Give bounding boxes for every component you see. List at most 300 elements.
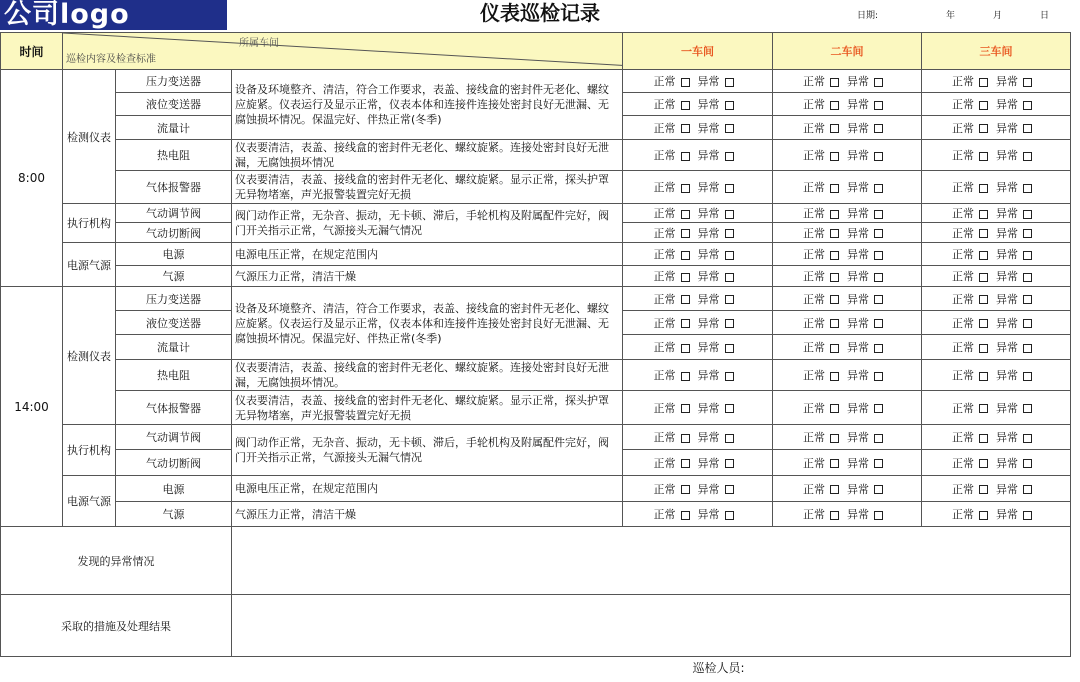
abnormal-found-label: 发现的异常情况 [1, 527, 232, 595]
normal-checkbox[interactable] [681, 372, 690, 381]
status-abnormal-label: 异常 [996, 456, 1019, 470]
status-abnormal-label: 异常 [847, 121, 870, 135]
status-cell [922, 425, 1071, 450]
abnormal-checkbox[interactable] [1023, 152, 1032, 161]
abnormal-checkbox[interactable] [874, 152, 883, 161]
status-abnormal-label: 异常 [847, 207, 870, 220]
status-normal-label: 正常 [653, 149, 676, 162]
status-cell [623, 425, 773, 450]
diagonal-header-cell [63, 33, 623, 70]
abnormal-checkbox[interactable] [725, 344, 734, 353]
normal-checkbox[interactable] [830, 372, 839, 381]
status-abnormal-label: 异常 [847, 75, 870, 88]
status-abnormal-label: 异常 [996, 181, 1019, 194]
table-row [1, 287, 1071, 311]
time-cell: 14:00 [1, 287, 63, 527]
abnormal-checkbox[interactable] [1023, 344, 1032, 353]
normal-checkbox[interactable] [681, 124, 690, 133]
abnormal-checkbox[interactable] [725, 152, 734, 161]
table-row [1, 204, 1071, 223]
status-normal-label: 正常 [653, 508, 676, 521]
status-abnormal-label: 异常 [697, 482, 720, 496]
status-normal-label: 正常 [952, 292, 975, 306]
normal-checkbox[interactable] [830, 273, 839, 282]
status-normal-label: 正常 [803, 248, 826, 261]
status-cell [922, 140, 1071, 171]
status-abnormal-label: 异常 [847, 482, 870, 496]
abnormal-checkbox[interactable] [1023, 404, 1032, 413]
status-abnormal-label: 异常 [996, 431, 1019, 444]
normal-checkbox[interactable] [830, 210, 839, 219]
status-normal-label: 正常 [653, 181, 676, 194]
abnormal-checkbox[interactable] [725, 319, 734, 328]
company-logo: 公司logo [0, 0, 227, 30]
status-abnormal-label: 异常 [847, 248, 870, 261]
abnormal-checkbox[interactable] [874, 251, 883, 260]
status-normal-label: 正常 [803, 226, 826, 240]
normal-checkbox[interactable] [979, 101, 988, 110]
abnormal-checkbox[interactable] [874, 404, 883, 413]
item-name: 流量计 [116, 335, 232, 360]
status-cell [773, 171, 922, 204]
status-abnormal-label: 异常 [996, 482, 1019, 496]
status-normal-label: 正常 [803, 75, 826, 88]
status-normal-label: 正常 [803, 508, 826, 521]
status-normal-label: 正常 [952, 341, 975, 354]
status-cell [922, 116, 1071, 140]
status-cell [623, 116, 773, 140]
status-cell [922, 335, 1071, 360]
normal-checkbox[interactable] [681, 434, 690, 443]
item-name: 气源 [116, 266, 232, 287]
status-cell [773, 335, 922, 360]
status-normal-label: 正常 [653, 270, 676, 283]
status-abnormal-label: 异常 [996, 270, 1019, 283]
status-abnormal-label: 异常 [996, 98, 1019, 111]
status-abnormal-label: 异常 [996, 226, 1019, 240]
table-row [1, 243, 1071, 266]
normal-checkbox[interactable] [681, 404, 690, 413]
abnormal-checkbox[interactable] [725, 184, 734, 193]
status-abnormal-label: 异常 [847, 431, 870, 444]
status-abnormal-label: 异常 [697, 369, 720, 382]
status-abnormal-label: 异常 [847, 369, 870, 382]
normal-checkbox[interactable] [979, 251, 988, 260]
normal-checkbox[interactable] [979, 485, 988, 494]
status-abnormal-label: 异常 [697, 121, 720, 135]
abnormal-checkbox[interactable] [874, 124, 883, 133]
item-name: 液位变送器 [116, 93, 232, 116]
normal-checkbox[interactable] [681, 273, 690, 282]
status-normal-label: 正常 [952, 181, 975, 194]
status-cell [623, 171, 773, 204]
status-cell [623, 140, 773, 171]
table-row [1, 70, 1071, 93]
status-abnormal-label: 异常 [697, 401, 720, 415]
check-standard: 电源电压正常，在规定范围内 [232, 476, 623, 502]
abnormal-checkbox[interactable] [725, 459, 734, 468]
status-cell [773, 243, 922, 266]
status-cell [773, 502, 922, 527]
normal-checkbox[interactable] [979, 459, 988, 468]
status-normal-label: 正常 [653, 207, 676, 220]
abnormal-checkbox[interactable] [1023, 485, 1032, 494]
normal-checkbox[interactable] [830, 344, 839, 353]
status-abnormal-label: 异常 [697, 207, 720, 220]
status-normal-label: 正常 [653, 98, 676, 111]
status-normal-label: 正常 [803, 431, 826, 444]
status-cell [922, 476, 1071, 502]
normal-checkbox[interactable] [681, 344, 690, 353]
status-normal-label: 正常 [803, 456, 826, 470]
table-row [1, 391, 1071, 425]
status-abnormal-label: 异常 [847, 316, 870, 330]
abnormal-checkbox[interactable] [725, 78, 734, 87]
normal-checkbox[interactable] [681, 295, 690, 304]
status-cell [773, 476, 922, 502]
status-cell [773, 140, 922, 171]
status-cell [922, 204, 1071, 223]
normal-checkbox[interactable] [681, 459, 690, 468]
check-standard: 仪表要清洁，表盖、接线盒的密封件无老化、螺纹旋紧。连接处密封良好无泄漏，无腐蚀损坏情况。 [232, 360, 623, 391]
status-cell [922, 93, 1071, 116]
abnormal-checkbox[interactable] [725, 251, 734, 260]
category-cell: 电源气源 [63, 476, 116, 527]
status-cell [922, 360, 1071, 391]
abnormal-checkbox[interactable] [1023, 273, 1032, 282]
status-abnormal-label: 异常 [996, 121, 1019, 135]
status-normal-label: 正常 [653, 226, 676, 240]
abnormal-checkbox[interactable] [725, 372, 734, 381]
status-cell [623, 70, 773, 93]
normal-checkbox[interactable] [681, 229, 690, 238]
status-cell [773, 204, 922, 223]
normal-checkbox[interactable] [979, 152, 988, 161]
date-year-label: 年 [946, 11, 956, 21]
normal-checkbox[interactable] [979, 229, 988, 238]
abnormal-checkbox[interactable] [874, 210, 883, 219]
status-abnormal-label: 异常 [996, 341, 1019, 354]
status-abnormal-label: 异常 [697, 149, 720, 162]
abnormal-checkbox[interactable] [1023, 229, 1032, 238]
abnormal-checkbox[interactable] [874, 78, 883, 87]
normal-checkbox[interactable] [979, 511, 988, 520]
status-abnormal-label: 异常 [697, 341, 720, 354]
table-row [1, 502, 1071, 527]
normal-checkbox[interactable] [830, 319, 839, 328]
item-name: 气体报警器 [116, 171, 232, 204]
measures-row [1, 595, 1071, 657]
abnormal-checkbox[interactable] [725, 434, 734, 443]
status-abnormal-label: 异常 [847, 456, 870, 470]
item-name: 气源 [116, 502, 232, 527]
status-cell [623, 335, 773, 360]
status-abnormal-label: 异常 [847, 292, 870, 306]
normal-checkbox[interactable] [681, 184, 690, 193]
time-cell: 8:00 [1, 70, 63, 287]
status-cell [773, 311, 922, 335]
status-abnormal-label: 异常 [697, 292, 720, 306]
normal-checkbox[interactable] [979, 273, 988, 282]
date-day-label: 日 [1040, 11, 1050, 21]
abnormal-checkbox[interactable] [725, 124, 734, 133]
abnormal-checkbox[interactable] [725, 511, 734, 520]
abnormal-checkbox[interactable] [1023, 101, 1032, 110]
status-abnormal-label: 异常 [996, 401, 1019, 415]
date-month-label: 月 [993, 11, 1003, 21]
status-normal-label: 正常 [803, 316, 826, 330]
status-normal-label: 正常 [653, 248, 676, 261]
normal-checkbox[interactable] [830, 485, 839, 494]
workshop-3-header: 三车间 [922, 33, 1071, 70]
status-cell [773, 425, 922, 450]
status-abnormal-label: 异常 [996, 508, 1019, 521]
normal-checkbox[interactable] [979, 184, 988, 193]
item-name: 热电阻 [116, 360, 232, 391]
abnormal-checkbox[interactable] [1023, 319, 1032, 328]
abnormal-checkbox[interactable] [874, 319, 883, 328]
status-cell [623, 391, 773, 425]
measures-input[interactable] [232, 595, 1071, 657]
normal-checkbox[interactable] [979, 344, 988, 353]
normal-checkbox[interactable] [681, 319, 690, 328]
status-cell [623, 287, 773, 311]
status-cell [922, 450, 1071, 476]
normal-checkbox[interactable] [681, 485, 690, 494]
status-normal-label: 正常 [803, 341, 826, 354]
normal-checkbox[interactable] [979, 434, 988, 443]
status-abnormal-label: 异常 [996, 369, 1019, 382]
abnormal-checkbox[interactable] [725, 404, 734, 413]
status-abnormal-label: 异常 [697, 508, 720, 521]
measures-label: 采取的措施及处理结果 [1, 595, 232, 657]
abnormal-found-input[interactable] [232, 527, 1071, 595]
abnormal-checkbox[interactable] [874, 485, 883, 494]
normal-checkbox[interactable] [979, 78, 988, 87]
status-abnormal-label: 异常 [996, 248, 1019, 261]
normal-checkbox[interactable] [830, 124, 839, 133]
status-abnormal-label: 异常 [996, 149, 1019, 162]
status-normal-label: 正常 [653, 121, 676, 135]
category-cell: 检测仪表 [63, 70, 116, 204]
item-name: 热电阻 [116, 140, 232, 171]
status-cell [623, 360, 773, 391]
status-cell [773, 450, 922, 476]
normal-checkbox[interactable] [979, 124, 988, 133]
signature-row [1, 657, 1071, 679]
status-normal-label: 正常 [653, 292, 676, 306]
normal-checkbox[interactable] [681, 101, 690, 110]
status-normal-label: 正常 [803, 181, 826, 194]
status-abnormal-label: 异常 [697, 75, 720, 88]
inspection-table [0, 32, 1071, 679]
status-abnormal-label: 异常 [697, 226, 720, 240]
status-cell [773, 93, 922, 116]
normal-checkbox[interactable] [830, 184, 839, 193]
status-normal-label: 正常 [952, 431, 975, 444]
status-normal-label: 正常 [653, 316, 676, 330]
normal-checkbox[interactable] [830, 459, 839, 468]
abnormal-checkbox[interactable] [874, 295, 883, 304]
normal-checkbox[interactable] [830, 78, 839, 87]
item-name: 压力变送器 [116, 287, 232, 311]
item-name: 气体报警器 [116, 391, 232, 425]
status-cell [623, 311, 773, 335]
item-name: 压力变送器 [116, 70, 232, 93]
normal-checkbox[interactable] [979, 295, 988, 304]
table-row [1, 476, 1071, 502]
normal-checkbox[interactable] [681, 251, 690, 260]
status-normal-label: 正常 [803, 149, 826, 162]
abnormal-checkbox[interactable] [725, 295, 734, 304]
status-cell [623, 93, 773, 116]
normal-checkbox[interactable] [979, 404, 988, 413]
abnormal-checkbox[interactable] [874, 434, 883, 443]
status-cell [922, 287, 1071, 311]
status-abnormal-label: 异常 [697, 181, 720, 194]
normal-checkbox[interactable] [830, 152, 839, 161]
status-cell [922, 243, 1071, 266]
workshop-2-header: 二车间 [773, 33, 922, 70]
table-row [1, 171, 1071, 204]
status-normal-label: 正常 [653, 341, 676, 354]
workshop-1-header: 一车间 [623, 33, 773, 70]
abnormal-checkbox[interactable] [1023, 210, 1032, 219]
status-abnormal-label: 异常 [996, 207, 1019, 220]
normal-checkbox[interactable] [979, 210, 988, 219]
normal-checkbox[interactable] [830, 404, 839, 413]
status-normal-label: 正常 [952, 121, 975, 135]
check-standard: 设备及环境整齐、清洁，符合工作要求，表盖、接线盒的密封件无老化、螺纹应旋紧。仪表运行及显示正常，仪表本体和连接件连接处密封良好无泄漏、无腐蚀损坏情况。保温完好、伴热正常(冬季) [232, 70, 623, 140]
abnormal-checkbox[interactable] [874, 459, 883, 468]
status-normal-label: 正常 [952, 401, 975, 415]
check-standard: 阀门动作正常，无杂音、振动，无卡顿、滞后，手轮机构及附属配件完好，阀门开关指示正常，气源接头无漏气情况 [232, 425, 623, 476]
item-name: 气动切断阀 [116, 223, 232, 243]
abnormal-checkbox[interactable] [725, 273, 734, 282]
workshop-axis-label: 所属车间 [239, 38, 279, 49]
status-cell [773, 360, 922, 391]
abnormal-checkbox[interactable] [874, 229, 883, 238]
check-standard: 仪表要清洁，表盖、接线盒的密封件无老化、螺纹旋紧。显示正常，探头护罩无异物堵塞，声光报警装置完好无损 [232, 171, 623, 204]
status-cell [623, 223, 773, 243]
status-abnormal-label: 异常 [697, 248, 720, 261]
abnormal-checkbox[interactable] [874, 184, 883, 193]
abnormal-checkbox[interactable] [1023, 372, 1032, 381]
abnormal-checkbox[interactable] [874, 344, 883, 353]
category-cell: 执行机构 [63, 425, 116, 476]
check-standard: 设备及环境整齐、清洁，符合工作要求，表盖、接线盒的密封件无老化、螺纹应旋紧。仪表运行及显示正常，仪表本体和连接件连接处密封良好无泄漏、无腐蚀损坏情况。保温完好、伴热正常(冬季) [232, 287, 623, 360]
inspector-label: 巡检人员: [692, 661, 745, 676]
status-normal-label: 正常 [952, 98, 975, 111]
status-abnormal-label: 异常 [996, 316, 1019, 330]
check-standard: 仪表要清洁，表盖、接线盒的密封件无老化、螺纹旋紧。连接处密封良好无泄漏，无腐蚀损坏情况 [232, 140, 623, 171]
normal-checkbox[interactable] [979, 319, 988, 328]
content-axis-label: 巡检内容及检查标准 [66, 54, 156, 65]
normal-checkbox[interactable] [830, 251, 839, 260]
abnormal-checkbox[interactable] [874, 273, 883, 282]
status-cell [623, 204, 773, 223]
abnormal-checkbox[interactable] [874, 372, 883, 381]
normal-checkbox[interactable] [681, 78, 690, 87]
status-cell [623, 502, 773, 527]
date-label: 日期: [857, 11, 879, 21]
item-name: 电源 [116, 476, 232, 502]
status-cell [773, 70, 922, 93]
abnormal-checkbox[interactable] [725, 101, 734, 110]
status-normal-label: 正常 [952, 207, 975, 220]
abnormal-checkbox[interactable] [1023, 78, 1032, 87]
status-normal-label: 正常 [653, 369, 676, 382]
abnormal-checkbox[interactable] [874, 101, 883, 110]
normal-checkbox[interactable] [979, 372, 988, 381]
normal-checkbox[interactable] [830, 295, 839, 304]
status-abnormal-label: 异常 [996, 292, 1019, 306]
abnormal-checkbox[interactable] [1023, 434, 1032, 443]
abnormal-checkbox[interactable] [725, 229, 734, 238]
abnormal-checkbox[interactable] [1023, 124, 1032, 133]
table-row [1, 266, 1071, 287]
normal-checkbox[interactable] [830, 434, 839, 443]
header-row [1, 33, 1071, 70]
abnormal-checkbox[interactable] [725, 210, 734, 219]
abnormal-checkbox[interactable] [1023, 251, 1032, 260]
status-abnormal-label: 异常 [847, 341, 870, 354]
status-cell [773, 223, 922, 243]
status-cell [922, 311, 1071, 335]
normal-checkbox[interactable] [681, 152, 690, 161]
abnormal-checkbox[interactable] [1023, 459, 1032, 468]
status-normal-label: 正常 [653, 401, 676, 415]
status-cell [922, 223, 1071, 243]
status-normal-label: 正常 [952, 248, 975, 261]
status-abnormal-label: 异常 [847, 401, 870, 415]
status-abnormal-label: 异常 [847, 226, 870, 240]
status-normal-label: 正常 [952, 456, 975, 470]
status-cell [623, 476, 773, 502]
abnormal-checkbox[interactable] [874, 511, 883, 520]
status-normal-label: 正常 [653, 75, 676, 88]
normal-checkbox[interactable] [830, 101, 839, 110]
status-normal-label: 正常 [803, 98, 826, 111]
check-standard: 阀门动作正常，无杂音、振动，无卡顿、滞后，手轮机构及附属配件完好，阀门开关指示正常，气源接头无漏气情况 [232, 204, 623, 243]
status-cell [773, 391, 922, 425]
status-abnormal-label: 异常 [847, 98, 870, 111]
abnormal-checkbox[interactable] [725, 485, 734, 494]
normal-checkbox[interactable] [830, 511, 839, 520]
status-cell [773, 266, 922, 287]
abnormal-checkbox[interactable] [1023, 184, 1032, 193]
normal-checkbox[interactable] [681, 210, 690, 219]
abnormal-row [1, 527, 1071, 595]
status-normal-label: 正常 [803, 270, 826, 283]
category-cell: 检测仪表 [63, 287, 116, 425]
status-normal-label: 正常 [952, 226, 975, 240]
item-name: 气动调节阀 [116, 425, 232, 450]
status-normal-label: 正常 [952, 369, 975, 382]
abnormal-checkbox[interactable] [1023, 295, 1032, 304]
status-normal-label: 正常 [952, 316, 975, 330]
normal-checkbox[interactable] [681, 511, 690, 520]
abnormal-checkbox[interactable] [1023, 511, 1032, 520]
status-abnormal-label: 异常 [697, 456, 720, 470]
status-abnormal-label: 异常 [996, 75, 1019, 88]
item-name: 气动调节阀 [116, 204, 232, 223]
status-normal-label: 正常 [952, 270, 975, 283]
status-cell [922, 266, 1071, 287]
status-normal-label: 正常 [803, 482, 826, 496]
normal-checkbox[interactable] [830, 229, 839, 238]
status-abnormal-label: 异常 [697, 316, 720, 330]
